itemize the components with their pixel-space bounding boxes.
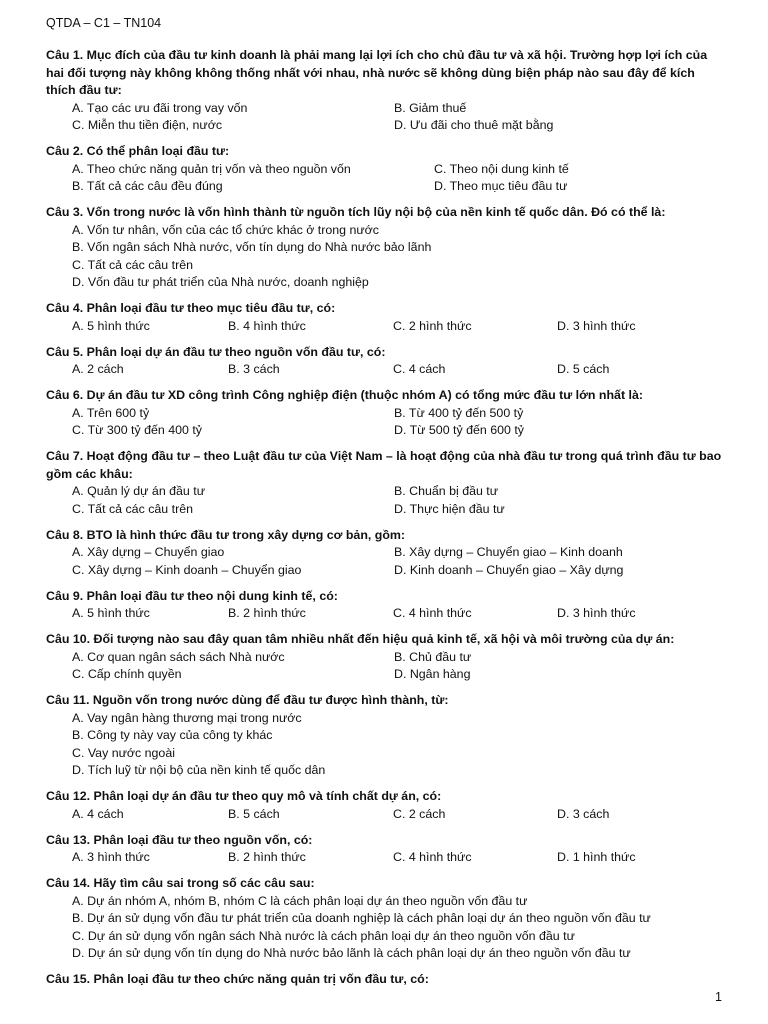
answer-options [46, 318, 726, 336]
question-10 [46, 631, 726, 684]
question-text: Câu 4. Phân loại đầu tư theo mục tiêu đầu tư, có: [46, 301, 336, 315]
question-text: Câu 5. Phân loại dự án đầu tư theo nguồn vốn đầu tư, có: [46, 344, 386, 359]
answer-option: A. Cơ quan ngân sách sách Nhà nước [72, 649, 285, 664]
answer-options [46, 222, 726, 292]
question-9 [46, 588, 726, 623]
question-15 [46, 971, 726, 989]
answer-option: D. Từ 500 tỷ đến 600 tỷ [394, 423, 524, 437]
answer-option: C. Miễn thu tiền điện, nước [72, 118, 223, 132]
question-text: Câu 12. Phân loại dự án đầu tư theo quy mô và tính chất dự án, có: [46, 789, 442, 803]
question-8 [46, 527, 726, 580]
answer-options [46, 405, 726, 440]
answer-option: D. Theo mục tiêu đầu tư [434, 179, 568, 193]
document-header: QTDA – C1 – TN104 [46, 16, 162, 30]
answer-option: B. Dự án sử dụng vốn đầu tư phát triển của doanh nghiệp là cách phân loại dự án theo nguồn vốn đầu tư [72, 911, 651, 925]
answer-option: C. Tất cả các câu trên [72, 501, 193, 516]
answer-option: D. Kinh doanh – Chuyển giao – Xây dựng [394, 562, 624, 577]
answer-options [46, 361, 726, 379]
answer-option: D. 3 hình thức [557, 318, 636, 333]
question-text: Câu 14. Hãy tìm câu sai trong số các câu sau: [46, 876, 315, 890]
question-text: Câu 6. Dự án đầu tư XD công trình Công nghiệp điện (thuộc nhóm A) có tổng mức đầu tư lớn nhất là: [46, 388, 643, 402]
answer-option: B. 2 hình thức [228, 606, 306, 620]
answer-option: A. Vốn tư nhân, vốn của các tổ chức khác ở trong nước [72, 222, 380, 237]
answer-option: C. Dự án sử dụng vốn ngân sách Nhà nước là cách phân loại dự án theo nguồn vốn đầu tư [72, 928, 575, 943]
answer-option: B. 5 cách [228, 806, 280, 821]
question-text: Câu 15. Phân loại đầu tư theo chức năng quản trị vốn đầu tư, có: [46, 972, 429, 986]
answer-option: B. Công ty này vay của công ty khác [72, 728, 273, 742]
answer-option: C. Xây dựng – Kinh doanh – Chuyển giao [72, 562, 302, 577]
answer-option: C. 2 cách [393, 806, 446, 821]
answer-option: A. Dự án nhóm A, nhóm B, nhóm C là cách phân loại dự án theo nguồn vốn đầu tư [72, 893, 528, 908]
answer-option: C. 4 hình thức [393, 606, 472, 620]
question-text: Câu 3. Vốn trong nước là vốn hình thành từ nguồn tích lũy nội bộ của nền kinh tế quốc dân. Đó có thể là: [46, 205, 666, 219]
answer-option: A. Quản lý dự án đầu tư [72, 484, 205, 498]
answer-options [46, 849, 726, 867]
answer-option: D. Ưu đãi cho thuê mặt bằng [394, 118, 554, 132]
question-7 [46, 448, 726, 518]
question-text: Câu 13. Phân loại đầu tư theo nguồn vốn, có: [46, 832, 313, 847]
answer-option: B. Từ 400 tỷ đến 500 tỷ [394, 405, 524, 420]
question-text: Câu 2. Có thể phân loại đầu tư: [46, 144, 230, 158]
answer-option: C. Từ 300 tỷ đến 400 tỷ [72, 423, 202, 437]
answer-option: A. Xây dựng – Chuyển giao [72, 545, 225, 559]
answer-option: C. Theo nội dung kinh tế [434, 161, 569, 176]
answer-option: B. Xây dựng – Chuyển giao – Kinh doanh [394, 545, 623, 559]
answer-option: B. 4 hình thức [228, 318, 306, 333]
answer-option: B. 3 cách [228, 362, 280, 376]
question-text: Câu 7. Hoạt động đầu tư – theo Luật đầu tư của Việt Nam – là hoạt động của nhà đầu tư trong quá trình đầu tư bao gồm các khâu: [46, 449, 722, 481]
answer-options [46, 893, 726, 963]
answer-option: A. Trên 600 tỷ [72, 405, 150, 420]
question-text: Câu 1. Mục đích của đầu tư kinh doanh là phải mang lại lợi ích cho chủ đầu tư và xã hội. Trường hợp lợi ích của hai đối tượng này không không thống nhất với nhau, nhà nước sẽ không dùng biện pháp nào sau đây để kích thích đầu tư: [46, 48, 708, 97]
question-1 [46, 47, 726, 135]
answer-option: A. 5 hình thức [72, 318, 150, 333]
question-12 [46, 788, 726, 823]
answer-options [46, 161, 726, 196]
answer-option: A. Vay ngân hàng thương mại trong nước [72, 710, 302, 725]
question-4 [46, 300, 726, 335]
question-14 [46, 875, 726, 963]
question-13 [46, 832, 726, 867]
answer-option: C. Vay nước ngoài [72, 745, 175, 760]
answer-option: D. Dự án sử dụng vốn tín dụng do Nhà nước bảo lãnh là cách phân loại dự án theo nguồn vốn đầu tư [72, 946, 631, 960]
answer-option: A. 4 cách [72, 806, 124, 821]
answer-option: D. 3 hình thức [557, 606, 636, 620]
answer-options [46, 605, 726, 623]
answer-options [46, 806, 726, 824]
answer-option: A. Theo chức năng quản trị vốn và theo nguồn vốn [72, 161, 351, 176]
answer-option: D. Tích luỹ từ nội bộ của nền kinh tế quốc dân [72, 763, 326, 777]
question-5 [46, 344, 726, 379]
answer-option: C. Cấp chính quyền [72, 667, 182, 681]
answer-option: C. 4 hình thức [393, 850, 472, 864]
question-text: Câu 9. Phân loại đầu tư theo nội dung kinh tế, có: [46, 588, 338, 603]
answer-option: C. Tất cả các câu trên [72, 257, 193, 272]
question-text: Câu 10. Đối tượng nào sau đây quan tâm nhiều nhất đến hiệu quả kinh tế, xã hội và môi trường của dự án: [46, 632, 675, 646]
answer-options [46, 710, 726, 780]
question-text: Câu 8. BTO là hình thức đầu tư trong xây dựng cơ bản, gồm: [46, 527, 406, 542]
answer-option: B. Chuẩn bị đầu tư [394, 484, 499, 498]
answer-option: A. 3 hình thức [72, 850, 150, 864]
answer-options [46, 649, 726, 684]
answer-option: B. Tất cả các câu đều đúng [72, 179, 223, 193]
question-list [46, 47, 726, 997]
question-text: Câu 11. Nguồn vốn trong nước dùng để đầu tư được hình thành, từ: [46, 693, 449, 707]
answer-option: D. Vốn đầu tư phát triển của Nhà nước, doanh nghiệp [72, 275, 369, 289]
page-number: 1 [715, 990, 722, 1004]
question-2 [46, 143, 726, 196]
answer-option: D. 3 cách [557, 806, 610, 821]
question-11 [46, 692, 726, 780]
answer-options [46, 544, 726, 579]
question-6 [46, 387, 726, 440]
answer-option: D. Ngân hàng [394, 667, 471, 681]
answer-options [46, 483, 726, 518]
answer-option: C. 4 cách [393, 362, 446, 376]
answer-option: C. 2 hình thức [393, 318, 472, 333]
answer-option: A. Tạo các ưu đãi trong vay vốn [72, 100, 248, 115]
answer-options [46, 100, 726, 135]
answer-option: B. Vốn ngân sách Nhà nước, vốn tín dụng do Nhà nước bảo lãnh [72, 240, 432, 254]
answer-option: D. Thực hiện đầu tư [394, 501, 505, 516]
question-3 [46, 204, 726, 292]
answer-option: D. 5 cách [557, 362, 610, 376]
answer-option: B. Giảm thuế [394, 100, 467, 115]
answer-option: B. 2 hình thức [228, 850, 306, 864]
answer-option: D. 1 hình thức [557, 850, 636, 864]
answer-option: A. 2 cách [72, 362, 124, 376]
answer-option: A. 5 hình thức [72, 606, 150, 620]
answer-option: B. Chủ đầu tư [394, 649, 472, 664]
